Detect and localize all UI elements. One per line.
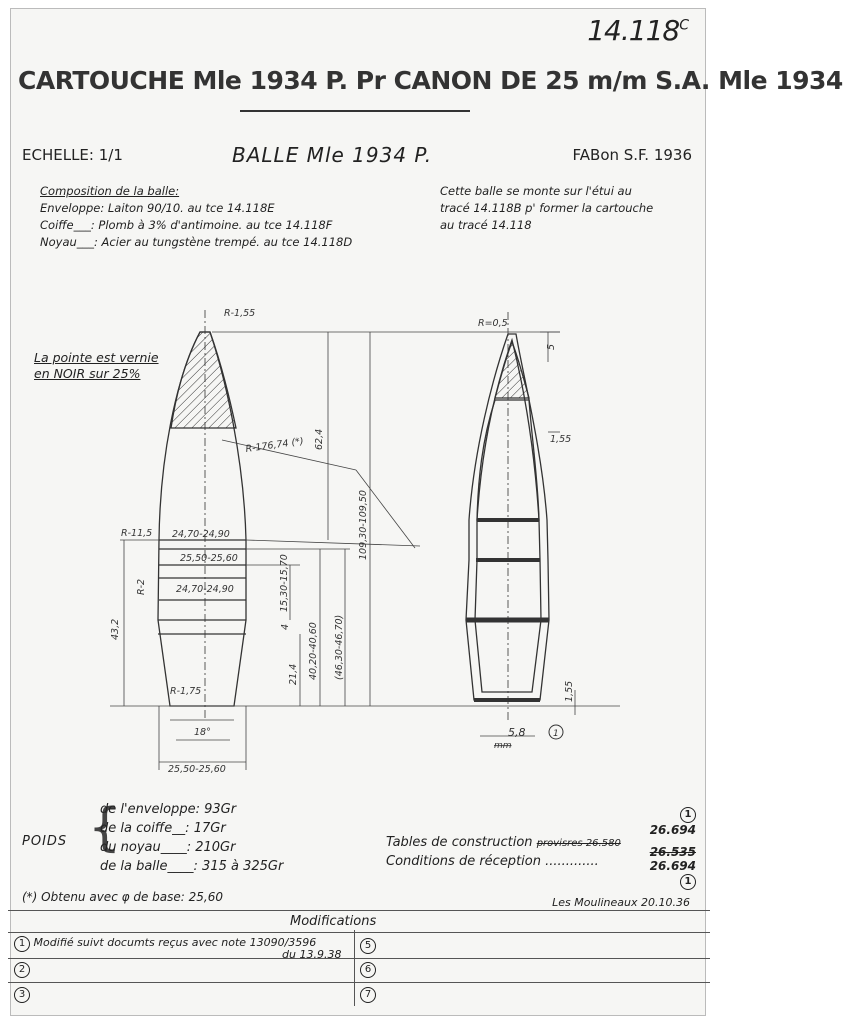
- reception-conditions-label: Conditions de réception .............: [386, 854, 599, 869]
- weights-list: [100, 800, 283, 876]
- reference-tables: [386, 834, 621, 871]
- dim-432: 43,2: [110, 618, 121, 640]
- weight-cap: de la coiffe__: 17Gr: [100, 821, 226, 836]
- assembly-note-line: Cette balle se monte sur l'étui au: [440, 184, 632, 198]
- modification-row-1: 1 Modifié suivt documts reçus avec note 13090/3596: [14, 936, 316, 952]
- modification-text: Modifié suivt documts reçus avec note 13090/3596: [33, 936, 317, 949]
- dim-155-wall: 1,55: [550, 434, 572, 445]
- footnote: (*) Obtenu avec φ de base: 25,60: [22, 890, 223, 904]
- construction-tables-label: Tables de construction: [386, 835, 533, 850]
- modifications-divider: [354, 930, 355, 1006]
- revision-mark-bottom: 1: [680, 874, 696, 890]
- modifications-top-rule: [8, 910, 710, 911]
- weight-core: du noyau____: 210Gr: [100, 840, 236, 855]
- dim-d1: 24,70-24,90: [172, 529, 230, 540]
- tip-varnish-note: La pointe est vernie en NOIR sur 25%: [34, 350, 159, 381]
- dim-18deg: 18°: [194, 727, 211, 738]
- bullet-exterior-view: [158, 310, 246, 720]
- composition-line: Noyau___: Acier au tungstène trempé. au tce 14.118D: [40, 235, 353, 249]
- composition-line: Enveloppe: Laiton 90/10. au tce 14.118E: [40, 201, 275, 215]
- weight-bullet: de la balle____: 315 à 325Gr: [100, 859, 284, 874]
- modification-row-5: 5: [360, 938, 376, 954]
- dim-r05: R=0,5: [478, 318, 508, 329]
- dim-r155: R-1,55: [224, 308, 256, 319]
- modifications-header-rule: [8, 932, 710, 933]
- dim-4: 4: [280, 623, 291, 630]
- scale-label: ECHELLE: 1/1: [22, 146, 123, 164]
- document-title: CARTOUCHE Mle 1934 P. Pr CANON DE 25 m/m S.A. Mle 1934: [18, 66, 843, 95]
- dim-d2: 25,50-25,60: [180, 553, 238, 564]
- modifications-row-rule: [8, 958, 710, 959]
- dim-r17674: R-176,74 (*): [244, 435, 305, 455]
- fabrication-label: FABon S.F. 1936: [572, 146, 692, 164]
- composition-heading: Composition de la balle:: [40, 184, 180, 198]
- dim-214: 21,4: [288, 663, 299, 685]
- dim-624: 62,4: [314, 428, 325, 450]
- modifications-title: Modifications: [290, 914, 377, 929]
- dim-r175: R-1,75: [170, 686, 202, 697]
- modification-row-1-date: du 13.9.38: [282, 948, 342, 961]
- reference-values: [650, 806, 696, 890]
- dim-d3: 24,70-24,90: [176, 584, 234, 595]
- drawing-subtitle: BALLE Mle 1934 P.: [232, 143, 433, 167]
- place-date: Les Moulineaux 20.10.36: [552, 896, 690, 909]
- dim-4060: 40,20-40,60: [308, 622, 319, 680]
- revision-mark-top: 1: [680, 807, 696, 823]
- weights-brace: {: [88, 798, 122, 858]
- dim-58: 5,8: [508, 726, 526, 739]
- bullet-section-view: [466, 312, 549, 720]
- construction-tables-value: 26.694: [649, 823, 696, 837]
- assembly-note-line: au tracé 14.118: [440, 218, 532, 232]
- reception-value: 26.694: [649, 859, 696, 873]
- modifications-row-rule: [8, 982, 710, 983]
- assembly-note-line: tracé 14.118B p' former la cartouche: [440, 201, 654, 215]
- dim-r115: R-11,5: [121, 528, 153, 539]
- dim-base-diameter: 25,50-25,60: [168, 764, 226, 775]
- modification-row-7: 7: [360, 987, 376, 1003]
- modification-row-3: 3: [14, 987, 30, 1003]
- reception-value-old: 26.535: [649, 845, 696, 859]
- revision-mark-1: 1: [553, 729, 559, 739]
- dim-4670: (46,30-46,70): [334, 614, 345, 680]
- dim-5: 5: [546, 343, 557, 350]
- weight-envelope: de l'enveloppe: 93Gr: [100, 802, 237, 817]
- dim-155-base: 1,55: [564, 680, 575, 702]
- composition-line: Coiffe___: Plomb à 3% d'antimoine. au tce 14.118F: [40, 218, 333, 232]
- modification-row-6: 6: [360, 962, 376, 978]
- construction-tables-old: provisres 26.580: [536, 838, 621, 849]
- dim-58-struck: mm: [494, 741, 512, 751]
- dim-10950: 109,30-109,50: [358, 490, 369, 560]
- drawing-reference: $14.118^C$: [587, 14, 688, 47]
- dim-1560: 15,30-15,70: [279, 554, 290, 612]
- dim-r2: R-2: [136, 578, 147, 595]
- weights-label: POIDS: [22, 834, 68, 849]
- modification-row-2: 2: [14, 962, 30, 978]
